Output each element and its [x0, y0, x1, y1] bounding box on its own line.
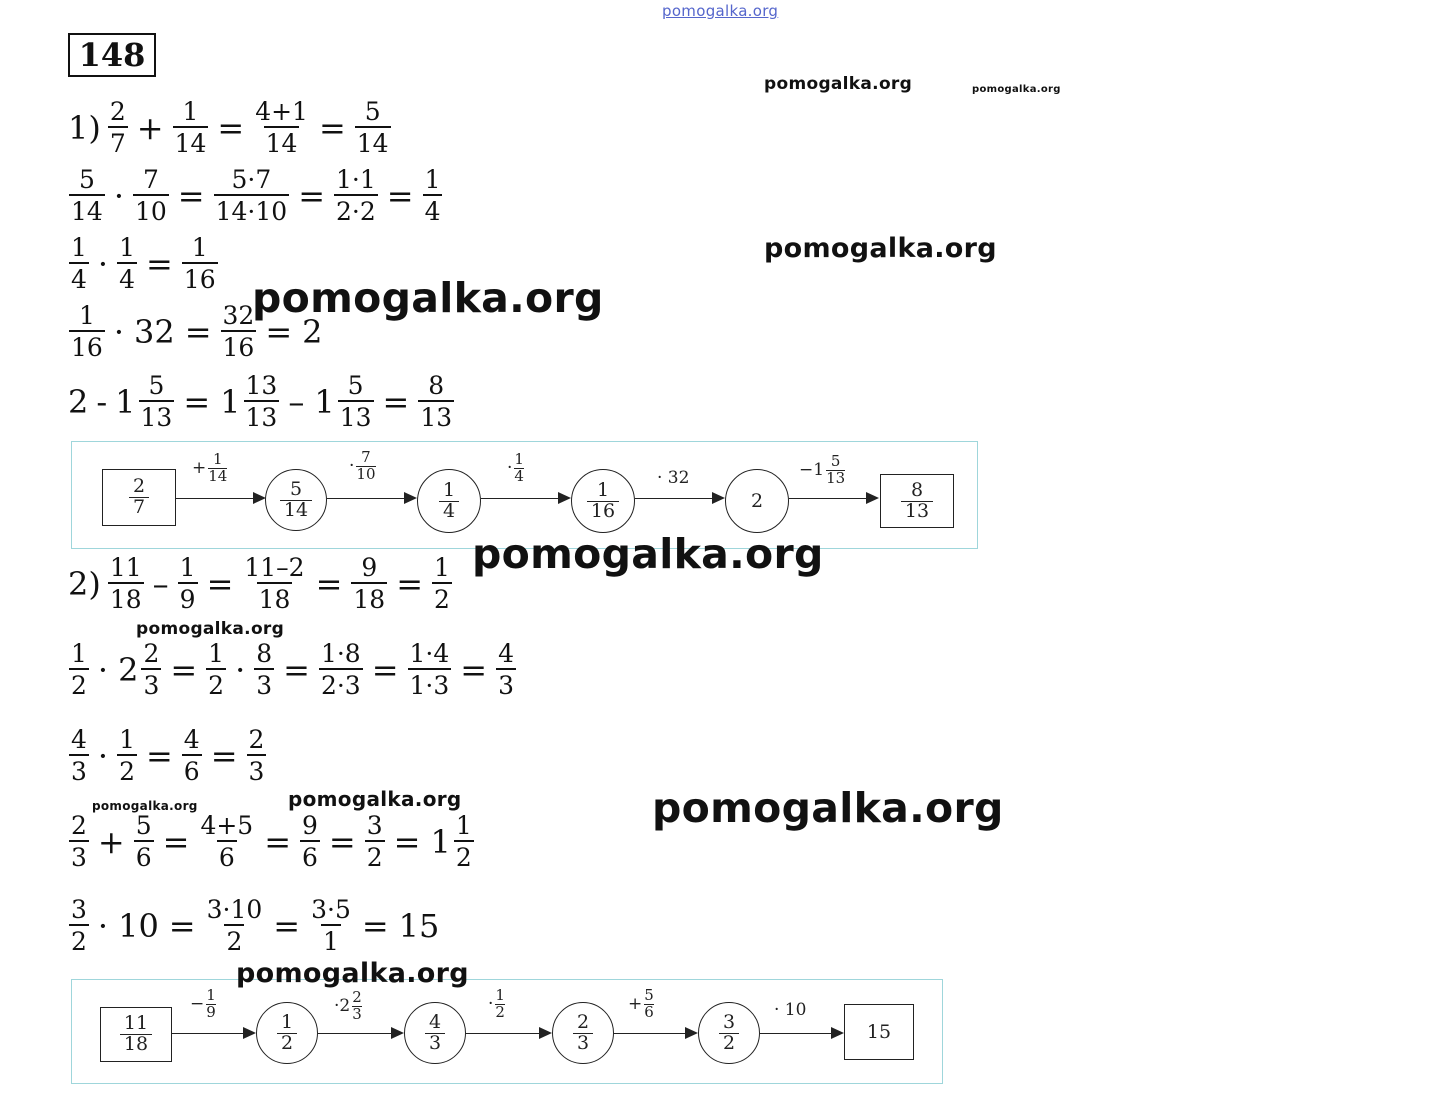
operator: + [628, 994, 643, 1015]
fraction [355, 98, 391, 157]
denominator: 13 [418, 400, 454, 431]
numerator: 7 [142, 165, 159, 194]
fraction [423, 166, 443, 225]
denominator: 13 [338, 400, 374, 431]
denominator: 7 [129, 497, 149, 518]
fraction [141, 640, 161, 699]
scheme1-step1-label [192, 452, 227, 485]
number: 2 [68, 382, 89, 421]
denominator: 3 [254, 668, 274, 699]
numerator: 7 [361, 448, 371, 466]
numerator: 2 [352, 988, 362, 1006]
part2-line3 [66, 726, 269, 785]
denominator: 3 [69, 754, 89, 785]
equals-sign: = [318, 108, 346, 147]
watermark: pomogalka.org [252, 274, 604, 322]
watermark: pomogalka.org [236, 958, 469, 989]
equals-sign: = [396, 564, 424, 603]
equals-sign: = [168, 906, 196, 945]
operator: · [97, 244, 109, 283]
numerator: 5 [289, 477, 303, 500]
part2-label: 2) [68, 564, 101, 603]
scheme2-step1-label [190, 988, 216, 1021]
numerator: 3 [71, 895, 87, 924]
numerator: 1 [434, 553, 450, 582]
numerator: 11 [109, 553, 142, 582]
scheme2-step5-label: · 10 [774, 1000, 807, 1020]
arrow [760, 1033, 842, 1034]
numerator: 4 [183, 725, 200, 754]
fraction [495, 988, 505, 1021]
equals-sign: = [177, 176, 205, 215]
numerator: 1 [455, 811, 472, 840]
scheme-2 [71, 979, 943, 1084]
numerator: 1 [78, 301, 95, 330]
fraction [139, 372, 175, 431]
whole-part: 1 [115, 382, 136, 421]
scheme2-node3 [552, 1002, 614, 1064]
part2-line1 [68, 554, 455, 613]
fraction [514, 452, 524, 485]
denominator: 13 [901, 501, 933, 522]
fraction [254, 640, 274, 699]
part2-line4 [66, 812, 477, 871]
numerator: 13 [245, 371, 278, 400]
numerator: 1 [213, 450, 223, 468]
scheme2-step4-label [628, 988, 654, 1021]
scheme2-node1 [256, 1002, 318, 1064]
denominator: 2 [277, 1033, 297, 1054]
number: 32 [133, 312, 175, 351]
scheme1-node2 [417, 469, 481, 533]
numerator: 2 [248, 725, 265, 754]
task-number: 148 [68, 33, 156, 77]
denominator: 14 [69, 194, 105, 225]
denominator: 4 [69, 262, 89, 293]
denominator: 2 [117, 754, 137, 785]
numerator: 1 [495, 986, 505, 1004]
watermark: pomogalka.org [764, 233, 997, 264]
equals-sign: = [183, 382, 211, 421]
numerator: 1 [208, 639, 225, 668]
denominator: 3 [69, 840, 89, 871]
scheme1-start-box [102, 469, 176, 526]
numerator: 4 [71, 725, 87, 754]
number: 2 [302, 312, 323, 351]
numerator: 1 [119, 233, 135, 262]
arrow [789, 498, 877, 499]
fraction [69, 812, 89, 871]
denominator: 16 [587, 501, 619, 522]
equals-sign: = [145, 736, 173, 775]
fraction [134, 812, 154, 871]
denominator: 1 [321, 924, 341, 955]
denominator: 2 [719, 1033, 739, 1054]
operator: ·2 [334, 996, 351, 1017]
denominator: 2 [365, 840, 385, 871]
watermark: pomogalka.org [472, 530, 824, 578]
fraction [309, 896, 353, 955]
equals-sign: = [273, 906, 301, 945]
denominator: 4 [439, 501, 459, 522]
operator: · [349, 456, 355, 477]
numerator: 5 [644, 986, 654, 1004]
watermark: pomogalka.org [288, 787, 462, 811]
scheme2-step3-label [488, 988, 505, 1021]
numerator: 5 [148, 371, 165, 400]
numerator: 5 [364, 97, 381, 126]
fraction [198, 812, 255, 871]
fraction [247, 726, 267, 785]
numerator: 1 [596, 478, 610, 501]
value: 15 [866, 1021, 892, 1043]
operator: · [113, 176, 124, 215]
scheme1-step5-label [799, 454, 845, 487]
denominator: 2 [69, 924, 89, 955]
denominator: 6 [300, 840, 320, 871]
numerator: 1·4 [409, 639, 450, 668]
numerator: 3 [722, 1010, 736, 1033]
numerator: 2 [576, 1010, 590, 1033]
scheme1-node3 [571, 469, 635, 533]
fraction [108, 98, 128, 157]
numerator: 5 [347, 371, 364, 400]
numerator: 3·10 [206, 895, 263, 924]
scheme1-step3-label [507, 452, 524, 485]
fraction [182, 234, 218, 293]
denominator: 3 [425, 1033, 445, 1054]
fraction [352, 990, 362, 1023]
equals-sign: = [184, 312, 212, 351]
denominator: 3 [247, 754, 267, 785]
fraction [826, 454, 845, 487]
numerator: 4+5 [200, 811, 254, 840]
scheme2-node4 [698, 1002, 760, 1064]
scheme1-step2-label [349, 450, 376, 483]
operator: −1 [799, 460, 825, 481]
equals-sign: = [210, 736, 238, 775]
fraction [133, 166, 169, 225]
denominator: 16 [182, 262, 218, 293]
equals-sign: = [162, 822, 190, 861]
part2-line5 [66, 896, 443, 955]
arrow [466, 1033, 550, 1034]
fraction [221, 302, 257, 361]
numerator: 1 [514, 450, 524, 468]
fraction [208, 452, 227, 485]
fraction [117, 726, 137, 785]
denominator: 9 [178, 582, 198, 613]
fraction [242, 554, 306, 613]
number: 10 [118, 906, 159, 945]
denominator: 13 [244, 400, 280, 431]
fraction [253, 98, 310, 157]
scheme1-node1 [265, 469, 327, 531]
denominator: 14 [280, 500, 312, 521]
numerator: 1 [206, 986, 216, 1004]
denominator: 10 [356, 464, 376, 483]
denominator: 14 [208, 466, 228, 485]
denominator: 2 [432, 582, 452, 613]
number: 15 [398, 906, 440, 945]
arrow [318, 1033, 402, 1034]
numerator: 11 [123, 1012, 149, 1035]
equals-sign: = [361, 906, 389, 945]
arrow [635, 498, 723, 499]
numerator: 8 [428, 371, 445, 400]
numerator: 1 [280, 1010, 294, 1033]
whole-part: 1 [430, 822, 451, 861]
numerator: 1 [424, 165, 441, 194]
fraction [432, 554, 452, 613]
arrow [614, 1033, 696, 1034]
equals-sign: = [328, 822, 356, 861]
part1-label: 1) [68, 108, 101, 147]
equals-sign: = [145, 244, 173, 283]
fraction [69, 166, 105, 225]
numerator: 1 [191, 233, 208, 262]
fraction [408, 640, 452, 699]
numerator: 4 [428, 1010, 442, 1033]
denominator: 13 [826, 468, 846, 487]
equals-sign: = [386, 176, 414, 215]
denominator: 2 [495, 1002, 505, 1021]
operator: · [507, 458, 513, 479]
denominator: 2 [206, 668, 226, 699]
fraction [206, 988, 216, 1021]
numerator: 2 [71, 811, 87, 840]
part1-line5 [68, 372, 457, 431]
numerator: 32 [222, 301, 255, 330]
fraction [117, 234, 137, 293]
operator: – [288, 382, 305, 421]
fraction [69, 640, 89, 699]
numerator: 3·5 [311, 895, 351, 924]
denominator: 2·3 [319, 668, 363, 699]
equals-sign: = [206, 564, 234, 603]
operator: + [136, 108, 164, 147]
equals-sign: = [170, 650, 198, 689]
fraction [214, 166, 290, 225]
fraction [182, 726, 202, 785]
denominator: 6 [217, 840, 237, 871]
numerator: 11–2 [244, 553, 305, 582]
whole-part: 1 [220, 382, 241, 421]
numerator: 1 [179, 553, 196, 582]
operator: - [96, 382, 108, 421]
scheme1-end-box [880, 474, 954, 528]
denominator: 1·3 [408, 668, 452, 699]
fraction [644, 988, 654, 1021]
numerator: 3 [366, 811, 383, 840]
denominator: 4 [514, 466, 524, 485]
value: 2 [750, 490, 764, 512]
scheme2-start-box [100, 1007, 172, 1062]
denominator: 4 [423, 194, 443, 225]
watermark-top[interactable]: pomogalka.org [662, 2, 779, 20]
fraction [496, 640, 516, 699]
denominator: 6 [134, 840, 154, 871]
denominator: 18 [108, 582, 144, 613]
operator: · [97, 650, 109, 689]
equals-sign: = [283, 650, 310, 689]
denominator: 6 [644, 1002, 654, 1021]
denominator: 3 [496, 668, 516, 699]
denominator: 4 [117, 262, 137, 293]
equals-sign: = [265, 312, 293, 351]
numerator: 1 [119, 725, 135, 754]
numerator: 9 [361, 553, 378, 582]
numerator: 5 [830, 452, 841, 470]
denominator: 13 [139, 400, 175, 431]
equals-sign: = [315, 564, 343, 603]
numerator: 2 [109, 97, 126, 126]
equals-sign: = [460, 650, 488, 689]
equals-sign: = [217, 108, 245, 147]
scheme2-node2 [404, 1002, 466, 1064]
watermark: pomogalka.org [92, 799, 198, 813]
arrow [172, 1033, 254, 1034]
denominator: 18 [351, 582, 387, 613]
numerator: 1 [182, 97, 199, 126]
fraction [69, 302, 105, 361]
denominator: 3 [352, 1004, 362, 1023]
fraction [454, 812, 474, 871]
numerator: 8 [910, 478, 924, 501]
part1-line4 [66, 302, 327, 361]
numerator: 1·8 [320, 639, 361, 668]
watermark: pomogalka.org [972, 84, 1061, 95]
equals-sign: = [264, 822, 292, 861]
denominator: 16 [221, 330, 257, 361]
equals-sign: = [382, 382, 410, 421]
denominator: 14 [355, 126, 391, 157]
operator: · [235, 650, 246, 689]
fraction [173, 98, 209, 157]
denominator: 10 [133, 194, 169, 225]
denominator: 2 [69, 668, 89, 699]
fraction [69, 726, 89, 785]
operator: · [113, 312, 124, 351]
denominator: 14 [264, 126, 300, 157]
watermark: pomogalka.org [652, 784, 1004, 832]
numerator: 1 [71, 639, 87, 668]
fraction [351, 554, 387, 613]
numerator: 8 [256, 639, 273, 668]
scheme1-node4 [725, 469, 789, 533]
fraction [244, 372, 280, 431]
whole-part: 2 [118, 650, 139, 689]
fraction [334, 166, 378, 225]
fraction [300, 812, 320, 871]
denominator: 2·2 [334, 194, 378, 225]
fraction [69, 234, 89, 293]
scheme1-step4-label: · 32 [657, 468, 690, 488]
denominator: 9 [206, 1002, 216, 1021]
scheme2-step2-label [334, 990, 362, 1023]
equals-sign: = [371, 650, 399, 689]
denominator: 2 [224, 924, 244, 955]
watermark: pomogalka.org [764, 74, 913, 94]
fraction [108, 554, 144, 613]
fraction [365, 812, 385, 871]
denominator: 18 [120, 1034, 152, 1055]
part1-line1 [68, 98, 394, 157]
numerator: 1 [442, 478, 456, 501]
fraction [205, 896, 265, 955]
denominator: 14·10 [214, 194, 290, 225]
numerator: 4 [498, 639, 515, 668]
denominator: 3 [141, 668, 161, 699]
numerator: 4+1 [255, 97, 308, 126]
equals-sign: = [393, 822, 421, 861]
whole-part: 1 [314, 382, 335, 421]
denominator: 6 [182, 754, 202, 785]
fraction [356, 450, 375, 483]
operator: − [190, 994, 205, 1015]
watermark: pomogalka.org [136, 619, 285, 639]
fraction [319, 640, 363, 699]
denominator: 14 [173, 126, 209, 157]
operator: – [152, 564, 169, 603]
operator: + [192, 458, 207, 479]
denominator: 16 [69, 330, 105, 361]
numerator: 5 [135, 811, 152, 840]
operator: · [488, 994, 494, 1015]
operator: · [97, 736, 109, 775]
operator: · [97, 906, 109, 945]
part2-line2 [66, 640, 519, 699]
part1-line2 [66, 166, 445, 225]
arrow [481, 498, 569, 499]
numerator: 2 [132, 475, 146, 498]
denominator: 2 [454, 840, 474, 871]
arrow [176, 498, 264, 499]
numerator: 1·1 [336, 165, 376, 194]
fraction [206, 640, 226, 699]
scheme2-end-box [844, 1004, 914, 1060]
operator: + [97, 822, 125, 861]
denominator: 3 [573, 1033, 593, 1054]
numerator: 2 [143, 639, 160, 668]
denominator: 7 [108, 126, 128, 157]
arrow [327, 498, 415, 499]
numerator: 5·7 [231, 165, 272, 194]
equals-sign: = [298, 176, 325, 215]
numerator: 9 [302, 811, 318, 840]
numerator: 5 [78, 165, 95, 194]
fraction [69, 896, 89, 955]
fraction [338, 372, 374, 431]
fraction [178, 554, 198, 613]
fraction [418, 372, 454, 431]
part1-line3 [66, 234, 221, 293]
denominator: 18 [257, 582, 293, 613]
numerator: 1 [71, 233, 87, 262]
